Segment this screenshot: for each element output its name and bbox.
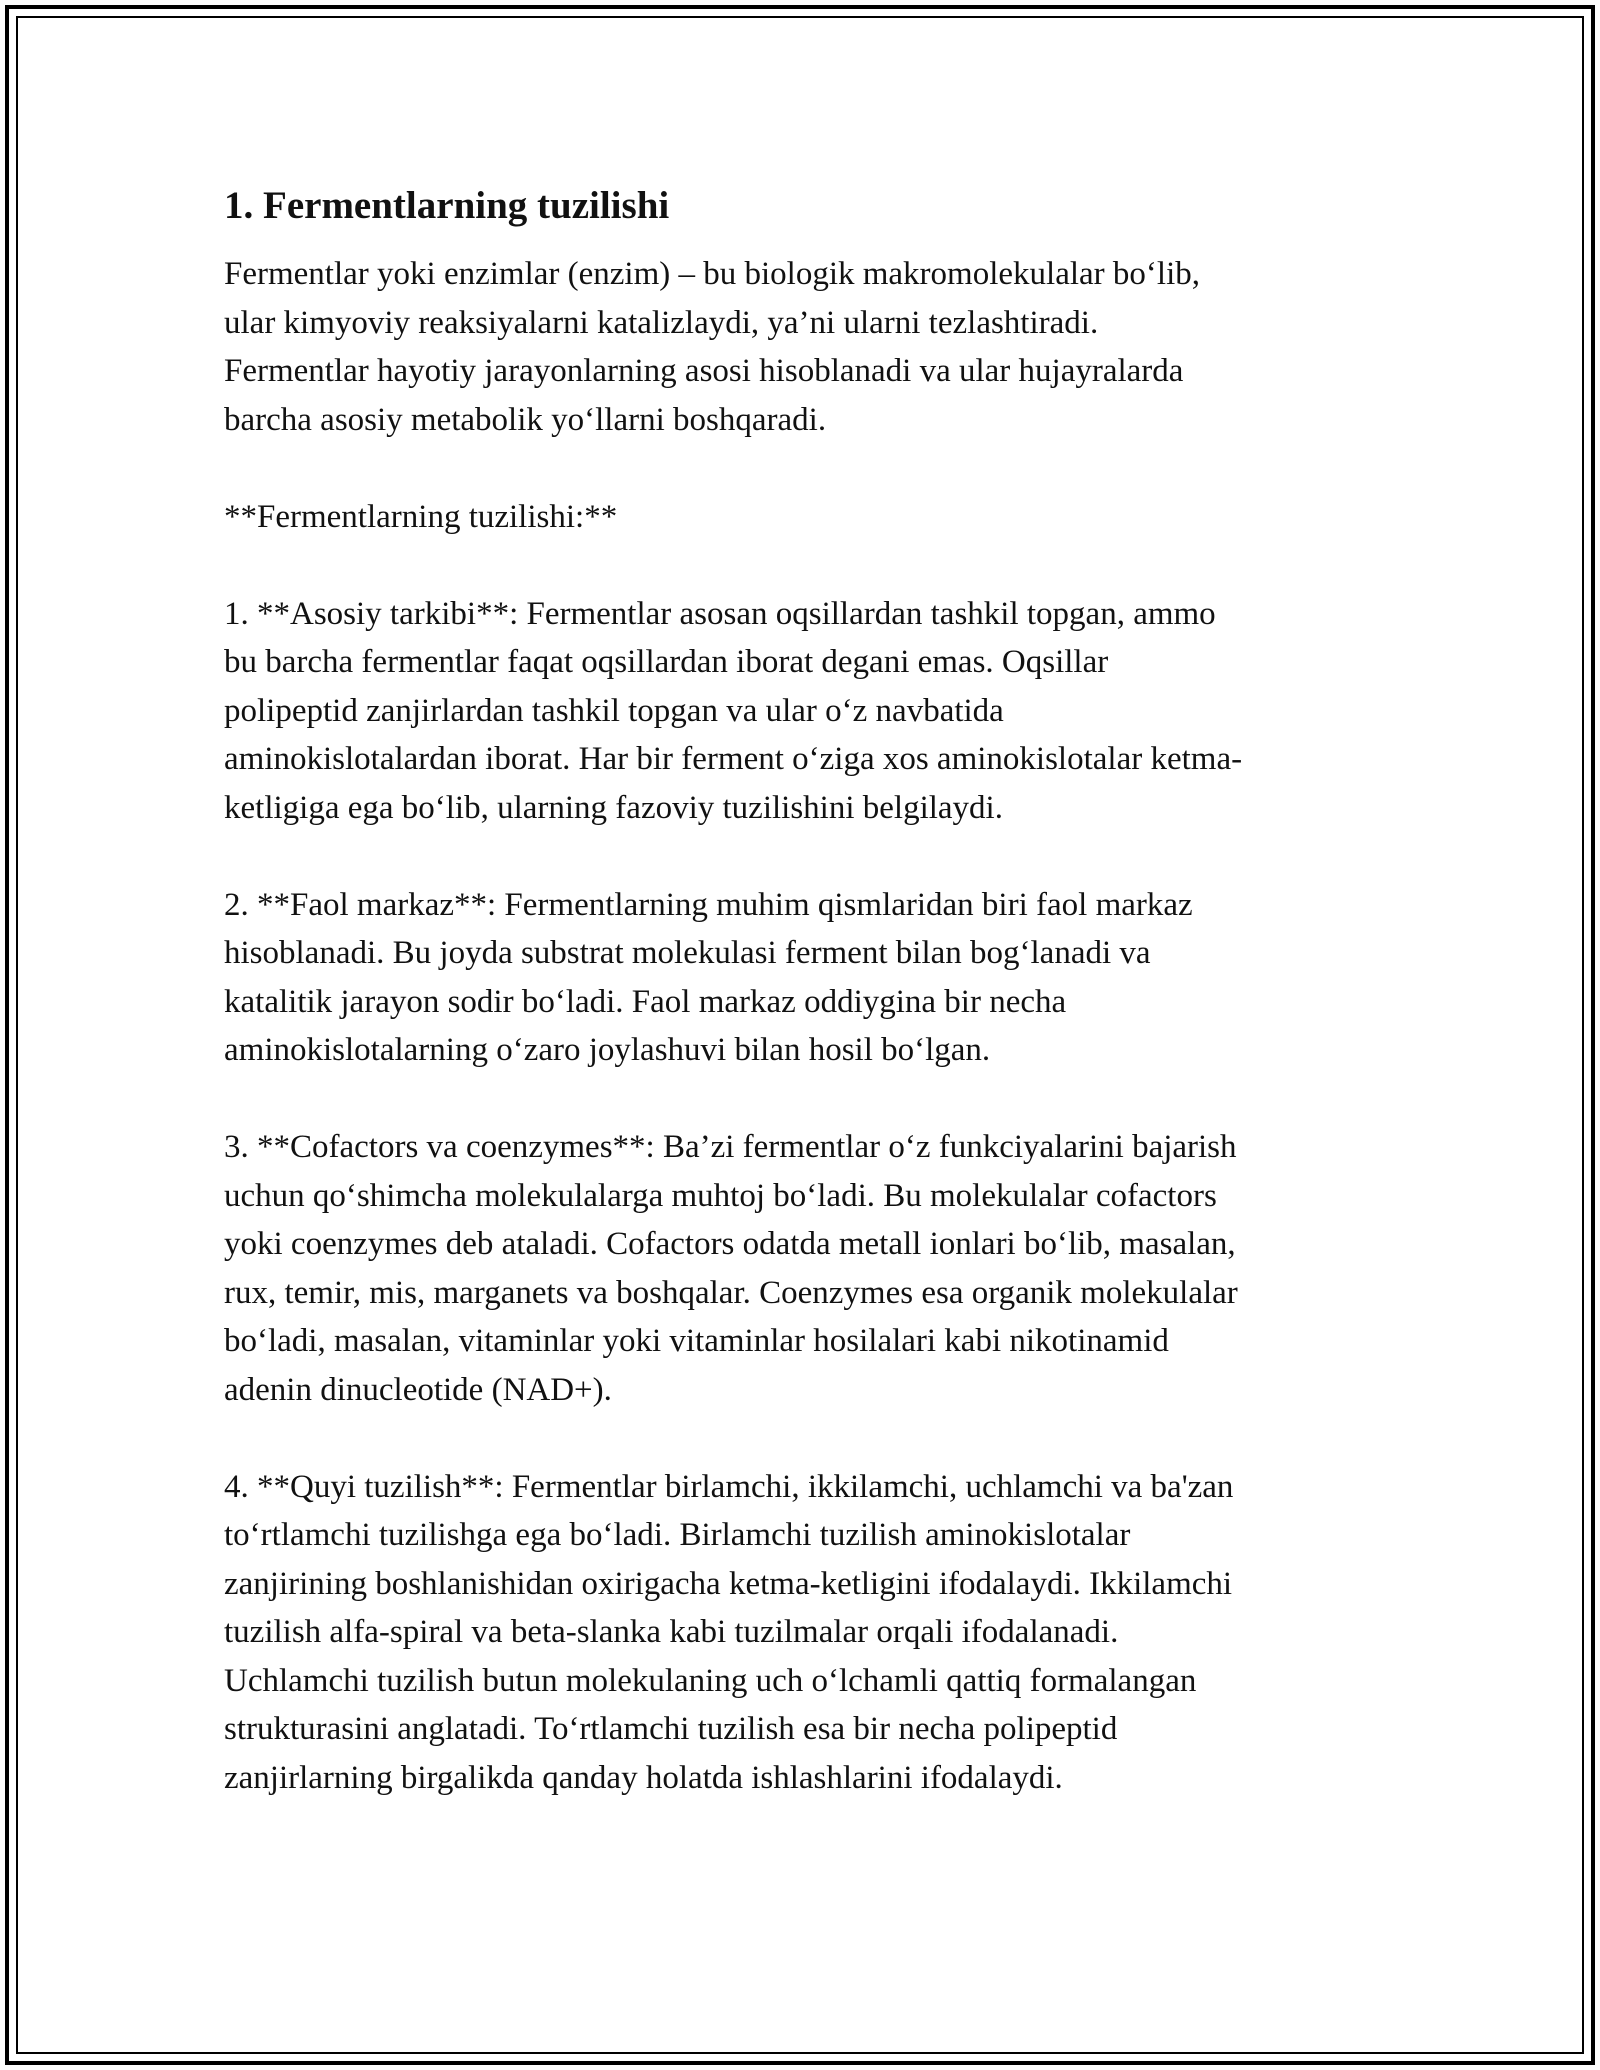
- list-item-asosiy-tarkibi: 1. **Asosiy tarkibi**: Fermentlar asosan oqsillardan tashkil topgan, ammo bu barcha fermentlar faqat oqsillardan iborat degani emas. Oqsillar polipeptid zanjirlardan tashkil topgan va ular o‘z navbatida aminokislotalardan iborat. Har bir ferment o‘ziga xos aminokislotalar ketma- ketligiga ega bo‘lib, ularning fazoviy tuzilishini belgilaydi.: [224, 595, 1243, 826]
- document-title: 1. Fermentlarning tuzilishi: [224, 184, 670, 227]
- document-body: [224, 182, 1384, 1851]
- list-item-faol-markaz: 2. **Faol markaz**: Fermentlarning muhim qismlaridan biri faol markaz hisoblanadi. Bu joyda substrat molekulasi ferment bilan bog‘lanadi va katalitik jarayon sodir bo‘ladi. Faol markaz oddiygina bir necha aminokislotalarning o‘zaro joylashuvi bilan hosil bo‘lgan.: [224, 886, 1193, 1068]
- intro-paragraph: Fermentlar yoki enzimlar (enzim) – bu biologik makromolekulalar bo‘lib, ular kimyoviy reaksiyalarni katalizlaydi, ya’ni ularni tezlashtiradi. Fermentlar hayotiy jarayonlarning asosi hisoblanadi va ular hujayralarda barcha asosiy metabolik yo‘llarni boshqaradi.: [224, 256, 1200, 438]
- list-item-cofactors: 3. **Cofactors va coenzymes**: Ba’zi fermentlar o‘z funkciyalarini bajarish uchun qo‘shimcha molekulalarga muhtoj bo‘ladi. Bu molekulalar cofactors yoki coenzymes deb ataladi. Cofactors odatda metall ionlari bo‘lib, masalan, rux, temir, mis, marganets va boshqalar. Coenzymes esa organik molekulalar bo‘ladi, masalan, vitaminlar yoki vitaminlar hosilalari kabi nikotinamid adenin dinucleotide (NAD+).: [224, 1129, 1238, 1408]
- list-item-quyi-tuzilish: 4. **Quyi tuzilish**: Fermentlar birlamchi, ikkilamchi, uchlamchi va ba'zan to‘rtlamchi tuzilishga ega bo‘ladi. Birlamchi tuzilish aminokislotalar zanjirining boshlanishidan oxirigacha ketma-ketligini ifodalaydi. Ikkilamchi tuzilish alfa-spiral va beta-slanka kabi tuzilmalar orqali ifodalanadi. Uchlamchi tuzilish butun molekulaning uch o‘lchamli qattiq formalangan strukturasini anglatadi. To‘rtlamchi tuzilish esa bir necha polipeptid zanjirlarning birgalikda qanday holatda ishlashlarini ifodalaydi.: [224, 1468, 1234, 1796]
- section-heading: **Fermentlarning tuzilishi:**: [224, 498, 618, 535]
